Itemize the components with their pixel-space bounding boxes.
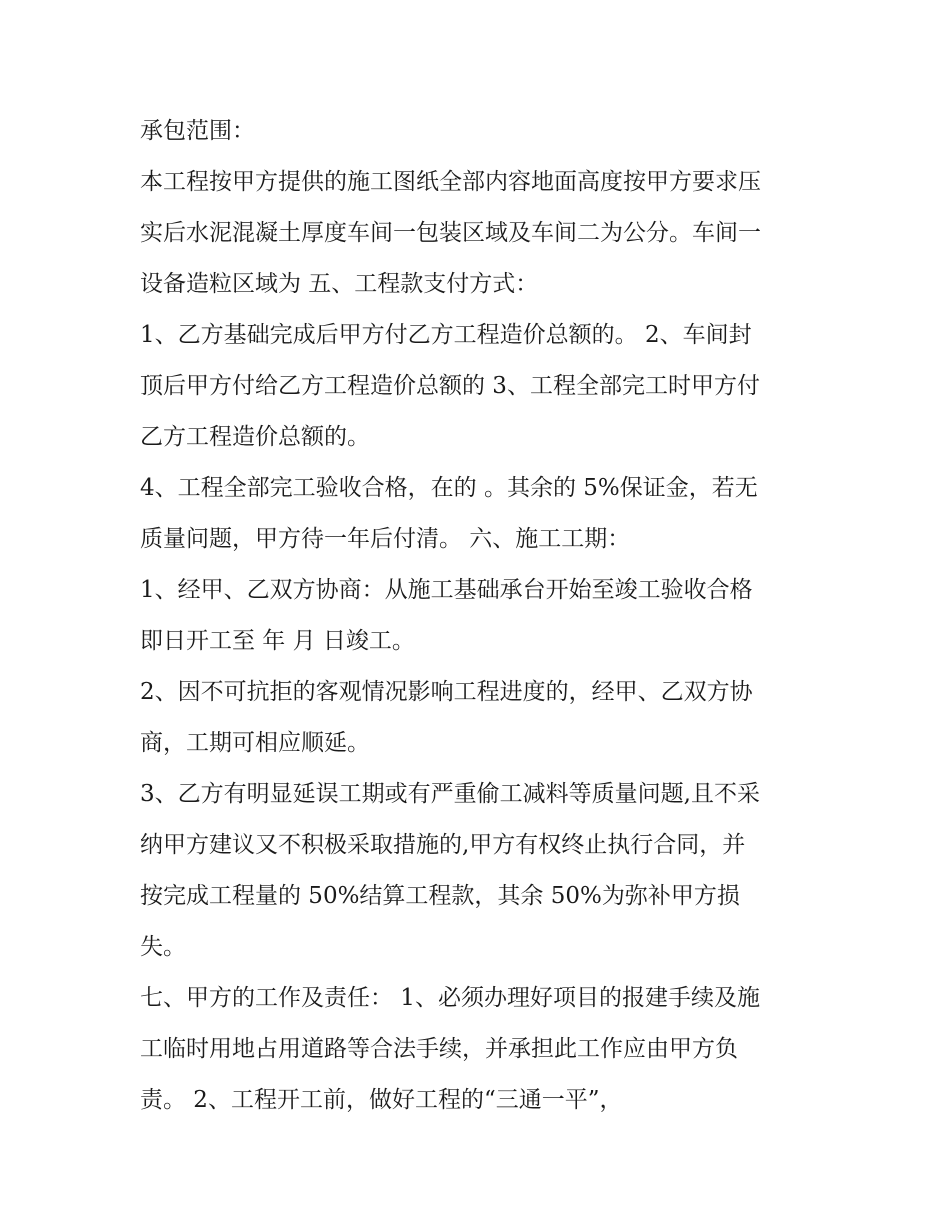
text-line: 七、甲方的工作及责任： 1、必须办理好项目的报建手续及施 [140,985,760,1011]
contract-body [140,106,830,1126]
text-line: 即日开工至 年 月 日竣工。 [140,628,415,654]
text-line: 顶后甲方付给乙方工程造价总额的 3、工程全部完工时甲方付 [140,373,760,399]
text-line: 按完成工程量的 50%结算工程款，其余 50%为弥补甲方损 [140,883,740,909]
text-line: 2、因不可抗拒的客观情况影响工程进度的，经甲、乙双方协 [140,679,753,705]
text-line: 设备造粒区域为 五、工程款支付方式： [140,271,539,297]
text-line: 商，工期可相应顺延。 [140,730,370,756]
text-line: 4、工程全部完工验收合格，在的 。其余的 5%保证金，若无 [140,475,758,501]
text-line: 失。 [140,934,186,960]
text-line: 承包范围： [140,118,255,144]
text-line: 乙方工程造价总额的。 [140,424,370,450]
text-line: 责。 2、工程开工前，做好工程的“三通一平”， [140,1087,623,1113]
text-line: 3、乙方有明显延误工期或有严重偷工减料等质量问题,且不采 [140,781,760,807]
text-line: 质量问题，甲方待一年后付清。 六、施工工期： [140,526,631,552]
text-line: 工临时用地占用道路等合法手续，并承担此工作应由甲方负 [140,1036,738,1062]
text-line: 1、经甲、乙双方协商：从施工基础承台开始至竣工验收合格 [140,577,753,603]
text-line: 本工程按甲方提供的施工图纸全部内容地面高度按甲方要求压 [140,169,761,195]
text-line: 纳甲方建议又不积极采取措施的,甲方有权终止执行合同，并 [140,832,746,858]
text-line: 实后水泥混凝土厚度车间一包装区域及车间二为公分。车间一 [140,220,761,246]
text-line: 1、乙方基础完成后甲方付乙方工程造价总额的。 2、车间封 [140,322,752,348]
